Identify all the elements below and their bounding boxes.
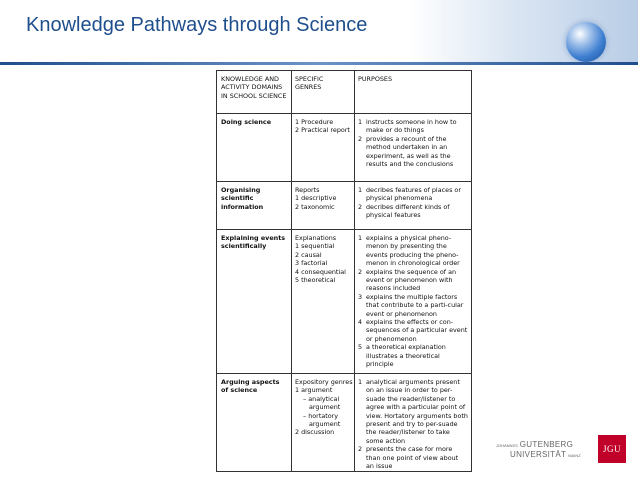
genres-cell [292, 230, 355, 373]
genre-item: Reports [295, 186, 320, 194]
university-wordmark [496, 438, 582, 464]
genre-item: – hortatory [303, 411, 339, 420]
slide-title: Knowledge Pathways through Science [26, 14, 368, 36]
table-header-row [217, 71, 471, 114]
genre-item: 1 sequential [295, 242, 335, 251]
purpose-text: explains the multiple factors that contribute to a parti-cular event or phenomenon [366, 292, 464, 318]
table-row [217, 182, 471, 230]
purpose-number: 3 [358, 292, 363, 301]
genre-item: 1 argument [295, 386, 333, 395]
purpose-item [358, 268, 468, 293]
domain-cell [217, 230, 292, 373]
jgu-logo-icon: JGU [598, 435, 626, 463]
purpose-item [358, 343, 468, 368]
genres-table [216, 70, 472, 472]
genre-item: – analytical [303, 394, 340, 403]
genres-cell [292, 374, 355, 471]
purpose-number: 1 [358, 118, 363, 126]
genre-item: argument [309, 420, 341, 429]
header-genres: SPECIFIC GENRES [292, 71, 355, 113]
purposes-cell [355, 182, 471, 229]
genres-cell [292, 114, 355, 181]
purpose-text: instructs someone in how to make or do things [366, 118, 457, 135]
domain-cell [217, 182, 292, 229]
genre-item: 1 Procedure [295, 118, 334, 126]
domain-label: Organising scientific information [221, 186, 264, 211]
genre-item: Explanations [295, 234, 337, 242]
domain-label: Arguing aspects of science [221, 378, 280, 395]
domain-label: Doing science [221, 118, 272, 126]
purpose-item [358, 118, 468, 135]
purposes-cell [355, 114, 471, 181]
purpose-number: 5 [358, 343, 363, 352]
purpose-item [358, 203, 468, 220]
genre-item: 1 descriptive [295, 194, 337, 203]
table-row [217, 114, 471, 182]
domain-cell [217, 114, 292, 181]
table-row [217, 374, 471, 471]
header-swoosh [408, 0, 638, 62]
wordmark-prefix: JOHANNES [496, 443, 518, 448]
purpose-item [358, 135, 468, 169]
purpose-number: 2 [358, 134, 363, 143]
purpose-text: provides a recount of the method undertaken in an experiment, as well as the results and the conclusions [366, 134, 454, 169]
genre-item: 3 factorial [295, 259, 328, 268]
genre-item: 2 causal [295, 250, 322, 259]
purpose-item [358, 186, 468, 203]
slide-header [0, 0, 638, 62]
genres-cell [292, 182, 355, 229]
genre-item: 2 taxonomic [295, 202, 335, 211]
wordmark-suffix: MAINZ [568, 453, 581, 458]
table-row [217, 230, 471, 374]
genre-item: Expository genres [295, 378, 353, 386]
wordmark-name1: GUTENBERG [519, 440, 574, 449]
wordmark-line-2 [510, 450, 581, 459]
genre-item: 2 discussion [295, 428, 335, 437]
purpose-text: explains the sequence of an event or phenomenon with reasons included [366, 267, 457, 293]
purpose-item [358, 378, 468, 445]
purpose-number: 1 [358, 378, 363, 386]
purpose-item [358, 293, 468, 318]
header-domains: KNOWLEDGE AND ACTIVITY DOMAINS IN SCHOOL SCIENCE [217, 71, 292, 113]
header-orb-icon [566, 22, 606, 62]
purposes-cell [355, 374, 471, 471]
purpose-text: decribes features of places or physical phenomena [366, 186, 461, 203]
purpose-text: presents the case for more than one point of view about an issue [366, 445, 459, 471]
purpose-text: analytical arguments present on an issue in order to per-suade the reader/listener to agree with a particular point of view. Hortatory arguments both present and try to per-suade the reader/listener to take some action [366, 378, 468, 445]
purpose-text: a theoretical explanation illustrates a theoretical principle [366, 343, 446, 369]
wordmark-name2: UNIVERSITÄT [510, 450, 567, 459]
purpose-item [358, 318, 468, 343]
purpose-text: explains the effects or con-sequences of a particular event or phenomenon [366, 318, 468, 343]
purpose-number: 1 [358, 234, 363, 242]
domain-label: Explaining events scientifically [221, 234, 286, 251]
title-divider [0, 62, 638, 65]
purpose-number: 4 [358, 318, 363, 327]
purpose-number: 2 [358, 267, 363, 276]
purpose-item [358, 234, 468, 268]
purpose-item [358, 445, 468, 470]
genre-item: 2 Practical report [295, 126, 350, 135]
genre-item: 5 theoretical [295, 276, 336, 285]
purposes-cell [355, 230, 471, 373]
wordmark-line-1 [496, 440, 573, 449]
purpose-number: 1 [358, 186, 363, 194]
purpose-text: explains a physical pheno-menon by presenting the events producing the pheno-menon in chronological order [366, 234, 460, 268]
genre-item: argument [309, 403, 341, 412]
purpose-number: 2 [358, 445, 363, 454]
domain-cell [217, 374, 292, 471]
purpose-text: decribes different kinds of physical features [366, 202, 450, 220]
purpose-number: 2 [358, 202, 363, 211]
header-purposes: PURPOSES [358, 75, 393, 83]
genre-item: 4 consequential [295, 267, 346, 276]
